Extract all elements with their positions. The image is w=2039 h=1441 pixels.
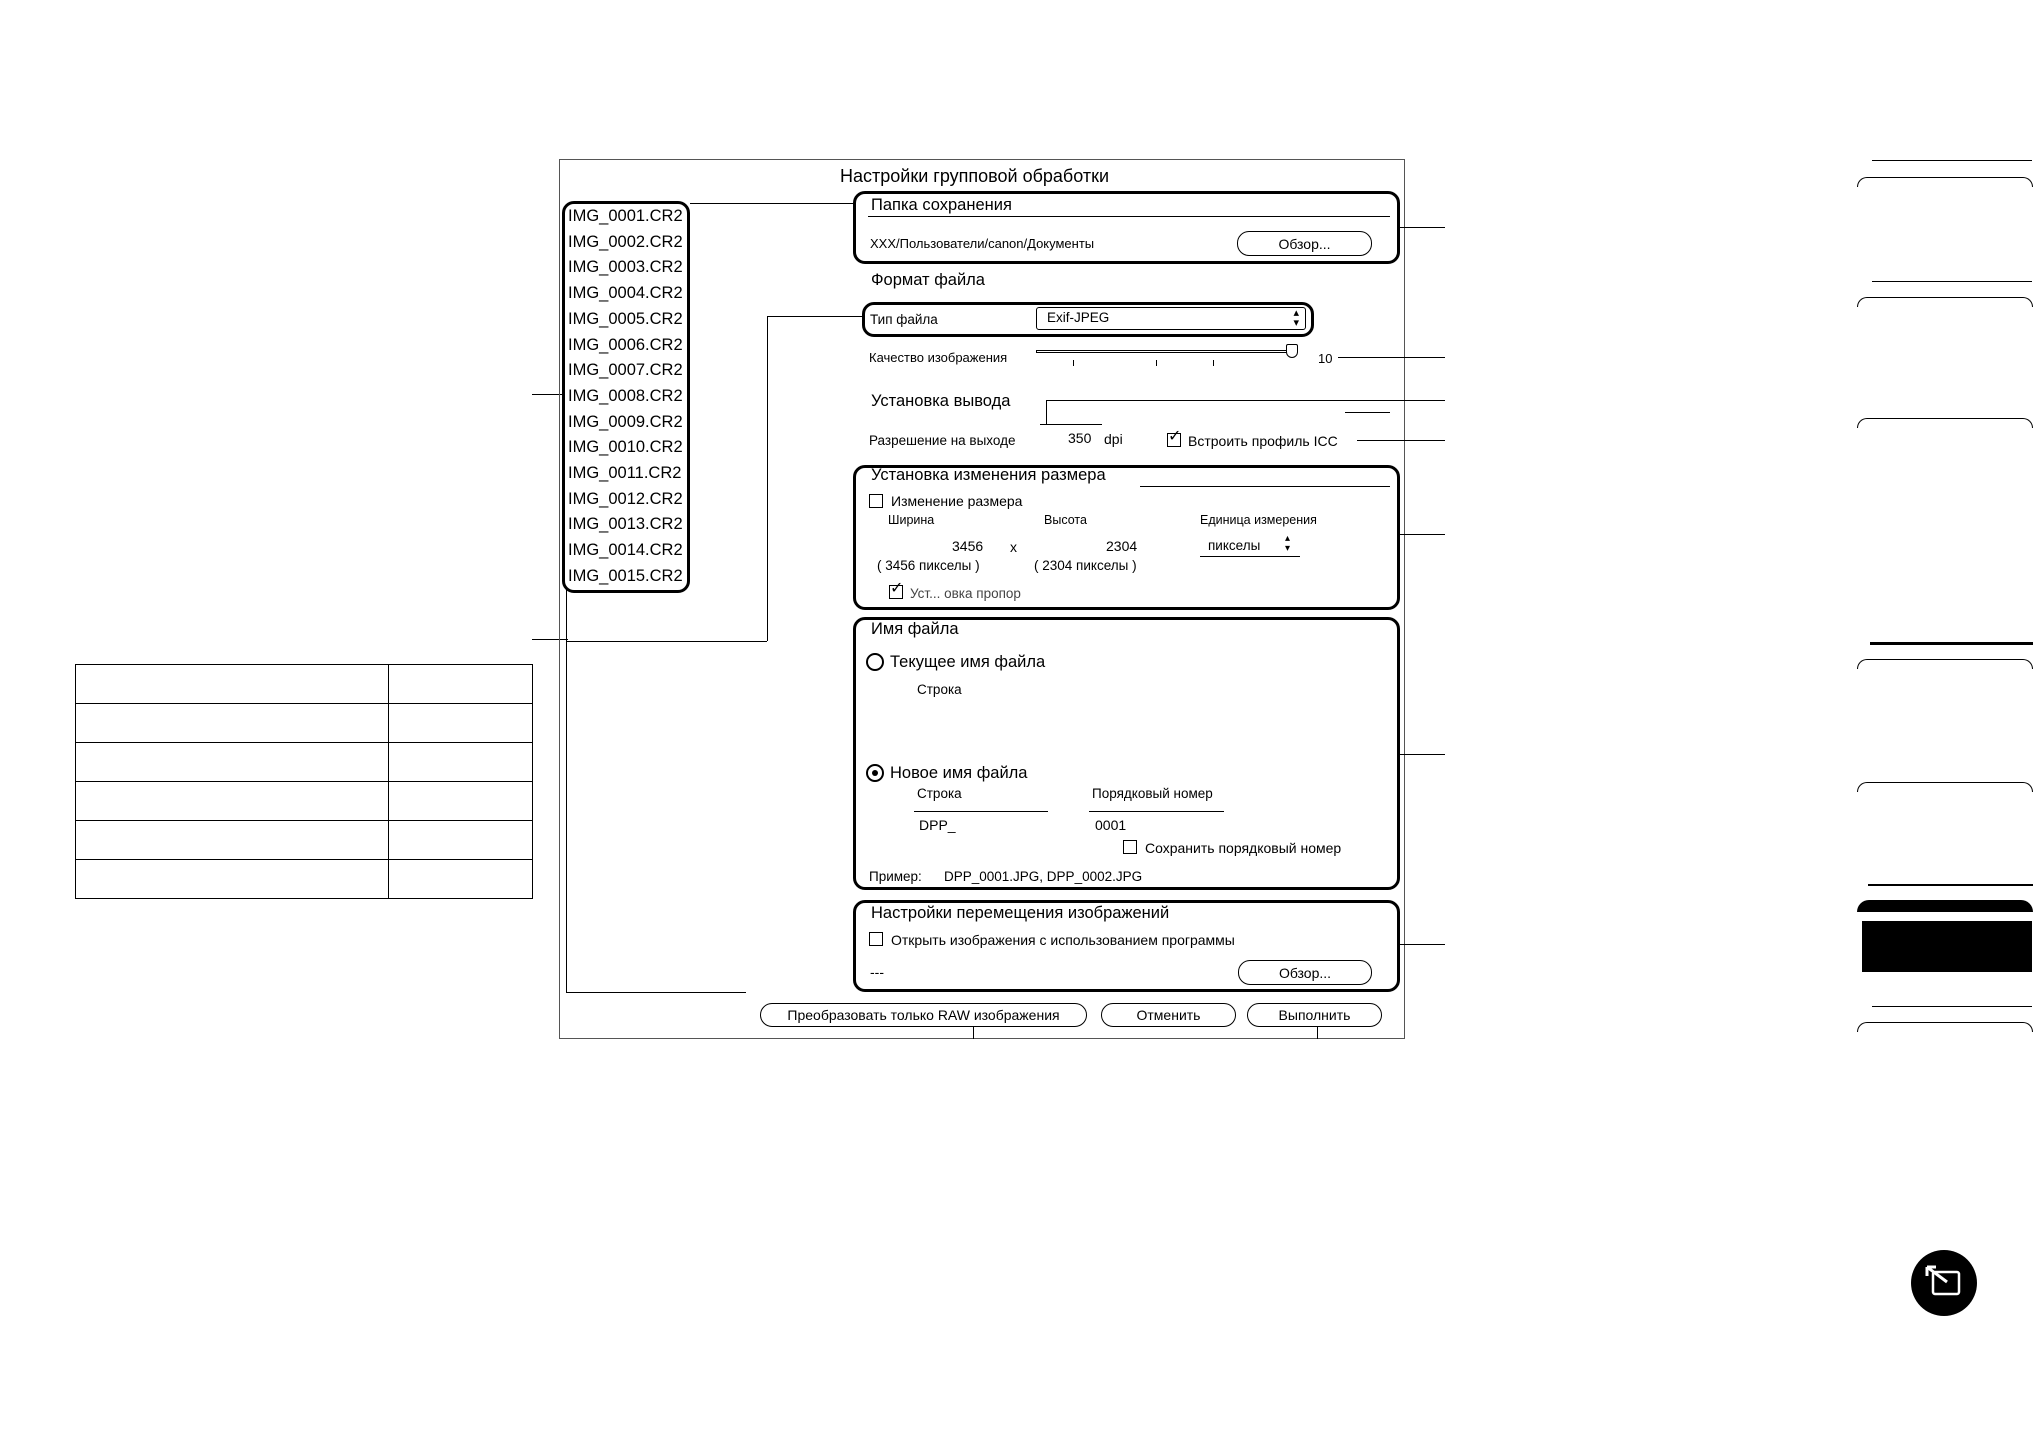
file-list-item[interactable]: IMG_0014.CR2 bbox=[568, 541, 683, 560]
dialog-title: Настройки групповой обработки bbox=[840, 166, 1110, 186]
keep-aspect-label: Уст... овка пропор bbox=[910, 586, 1021, 601]
nav-tab-active-block bbox=[1862, 921, 2032, 972]
open-with-program-label: Открыть изображения с использованием программы bbox=[891, 932, 1235, 948]
embed-icc-checkbox[interactable] bbox=[1167, 428, 1182, 447]
slider-thumb[interactable] bbox=[1286, 344, 1298, 358]
callout-line bbox=[1400, 534, 1445, 535]
sequence-input[interactable]: 0001 bbox=[1095, 817, 1127, 833]
file-type-label: Тип файла bbox=[870, 312, 938, 327]
callout-line bbox=[1046, 400, 1047, 425]
keep-sequence-checkbox[interactable] bbox=[1123, 840, 1137, 854]
resize-checkbox[interactable] bbox=[869, 494, 883, 508]
file-list-item[interactable]: IMG_0010.CR2 bbox=[568, 438, 683, 457]
embed-icc-label: Встроить профиль ICC bbox=[1188, 433, 1338, 449]
file-list-item[interactable]: IMG_0009.CR2 bbox=[568, 412, 683, 431]
slider-track bbox=[1036, 350, 1296, 353]
new-filename-label: Новое имя файла bbox=[890, 764, 1028, 782]
connector-line bbox=[767, 316, 863, 317]
example-label: Пример: bbox=[869, 869, 922, 884]
save-folder-label: Папка сохранения bbox=[871, 196, 1012, 214]
save-folder-path: XXX/Пользователи/canon/Документы bbox=[870, 236, 1095, 251]
current-string-label: Строка bbox=[917, 682, 962, 697]
height-value[interactable]: 2304 bbox=[1106, 538, 1138, 554]
legend-table bbox=[75, 664, 533, 899]
group-underline bbox=[868, 216, 1390, 217]
nav-tab-active[interactable] bbox=[1857, 900, 2033, 912]
filename-label: Имя файла bbox=[871, 620, 959, 638]
callout-line bbox=[973, 1027, 974, 1039]
slider-tick bbox=[1156, 360, 1157, 366]
resolution-label: Разрешение на выходе bbox=[869, 433, 1016, 448]
select-arrows-icon: ▴ ▾ bbox=[1285, 533, 1291, 554]
checkmark-icon: ✓ bbox=[1168, 428, 1182, 445]
cancel-button[interactable]: Отменить bbox=[1101, 1003, 1236, 1027]
callout-line bbox=[1046, 400, 1445, 401]
field-line bbox=[1089, 811, 1224, 812]
callout-line bbox=[1357, 440, 1445, 441]
save-folder-browse-button[interactable]: Обзор... bbox=[1237, 231, 1372, 256]
list-frame-line bbox=[566, 992, 746, 993]
unit-value: пикселы bbox=[1208, 538, 1261, 553]
string-label: Строка bbox=[917, 786, 962, 801]
program-browse-button[interactable]: Обзор... bbox=[1238, 960, 1372, 985]
file-list-item[interactable]: IMG_0008.CR2 bbox=[568, 386, 683, 405]
return-arrow-icon bbox=[1911, 1250, 1977, 1316]
connector-line bbox=[767, 316, 768, 641]
file-list-item[interactable]: IMG_0005.CR2 bbox=[568, 309, 683, 328]
file-list-item[interactable]: IMG_0004.CR2 bbox=[568, 284, 683, 303]
callout-line bbox=[1338, 357, 1445, 358]
transfer-label: Настройки перемещения изображений bbox=[871, 904, 1170, 922]
slider-tick bbox=[1213, 360, 1214, 366]
example-value: DPP_0001.JPG, DPP_0002.JPG bbox=[944, 869, 1143, 884]
callout-line bbox=[1400, 227, 1445, 228]
file-format-label: Формат файла bbox=[871, 271, 985, 289]
connector-line bbox=[690, 203, 784, 204]
connector-line bbox=[784, 203, 854, 204]
list-frame-line bbox=[566, 590, 567, 992]
unit-label: Единица измерения bbox=[1200, 513, 1317, 527]
resize-checkbox-label: Изменение размера bbox=[891, 493, 1023, 509]
nav-tab[interactable] bbox=[1857, 659, 2033, 669]
keep-sequence-label: Сохранить порядковый номер bbox=[1145, 840, 1342, 856]
nav-tab-line bbox=[1870, 642, 2033, 645]
nav-tab[interactable] bbox=[1857, 418, 2033, 428]
nav-tab-line bbox=[1868, 884, 2033, 886]
height-pixels: ( 2304 пикселы ) bbox=[1034, 558, 1137, 573]
width-value[interactable]: 3456 bbox=[952, 538, 984, 554]
select-underline bbox=[1200, 556, 1300, 557]
select-arrows-icon: ▴ ▾ bbox=[1293, 307, 1299, 329]
nav-tab[interactable] bbox=[1857, 177, 2033, 187]
nav-tab[interactable] bbox=[1857, 297, 2033, 307]
program-value: --- bbox=[870, 964, 884, 980]
quality-label: Качество изображения bbox=[869, 350, 1008, 365]
width-label: Ширина bbox=[888, 513, 935, 527]
resolution-unit: dpi bbox=[1104, 431, 1123, 447]
execute-button[interactable]: Выполнить bbox=[1247, 1003, 1382, 1027]
nav-tab-line bbox=[1872, 1006, 2032, 1007]
file-list-item[interactable]: IMG_0011.CR2 bbox=[568, 464, 682, 482]
keep-aspect-checkbox[interactable] bbox=[889, 580, 904, 599]
file-list-item[interactable]: IMG_0007.CR2 bbox=[568, 361, 683, 380]
nav-tab-line bbox=[1872, 160, 2032, 161]
file-list-item[interactable]: IMG_0015.CR2 bbox=[568, 566, 683, 585]
file-list-item[interactable]: IMG_0001.CR2 bbox=[568, 207, 683, 225]
current-filename-label: Текущее имя файла bbox=[890, 653, 1046, 671]
callout-line bbox=[1317, 1027, 1318, 1039]
resolution-value[interactable]: 350 bbox=[1068, 430, 1092, 446]
callout-line bbox=[1400, 944, 1445, 945]
file-list-item[interactable]: IMG_0002.CR2 bbox=[568, 232, 683, 251]
radio-dot bbox=[872, 770, 878, 776]
file-list-item[interactable]: IMG_0013.CR2 bbox=[568, 515, 683, 534]
resize-label: Установка изменения размера bbox=[871, 466, 1106, 484]
file-type-select[interactable] bbox=[1036, 307, 1306, 330]
quality-value: 10 bbox=[1318, 351, 1333, 366]
slider-tick bbox=[1073, 360, 1074, 366]
nav-tab[interactable] bbox=[1857, 1022, 2033, 1032]
file-type-value: Exif-JPEG bbox=[1047, 310, 1110, 325]
file-list-item[interactable]: IMG_0003.CR2 bbox=[568, 258, 683, 277]
callout-line bbox=[1400, 754, 1445, 755]
group-underline bbox=[1140, 486, 1390, 487]
return-button[interactable] bbox=[1911, 1250, 1977, 1316]
connector-line bbox=[567, 641, 767, 642]
current-filename-radio[interactable] bbox=[866, 653, 884, 671]
unit-select[interactable] bbox=[1200, 534, 1300, 556]
times-sign: x bbox=[1010, 539, 1017, 555]
divider bbox=[1345, 412, 1390, 413]
callout-line bbox=[1040, 424, 1102, 425]
new-filename-radio[interactable] bbox=[866, 764, 884, 782]
open-with-program-checkbox[interactable] bbox=[869, 932, 883, 946]
quality-slider[interactable] bbox=[1036, 346, 1300, 368]
string-input[interactable]: DPP_ bbox=[919, 817, 956, 833]
file-list-item[interactable]: IMG_0006.CR2 bbox=[568, 335, 683, 354]
callout-line bbox=[532, 394, 562, 395]
height-label: Высота bbox=[1044, 513, 1087, 527]
nav-tab-line bbox=[1872, 281, 2032, 282]
sequence-label: Порядковый номер bbox=[1092, 786, 1213, 801]
output-label: Установка вывода bbox=[871, 392, 1011, 410]
width-pixels: ( 3456 пикселы ) bbox=[877, 558, 980, 573]
field-line bbox=[914, 811, 1048, 812]
file-list-item[interactable]: IMG_0012.CR2 bbox=[568, 489, 683, 508]
checkmark-icon: ✓ bbox=[890, 580, 904, 597]
convert-raw-only-button[interactable]: Преобразовать только RAW изображения bbox=[760, 1003, 1087, 1027]
nav-tab[interactable] bbox=[1857, 782, 2033, 792]
